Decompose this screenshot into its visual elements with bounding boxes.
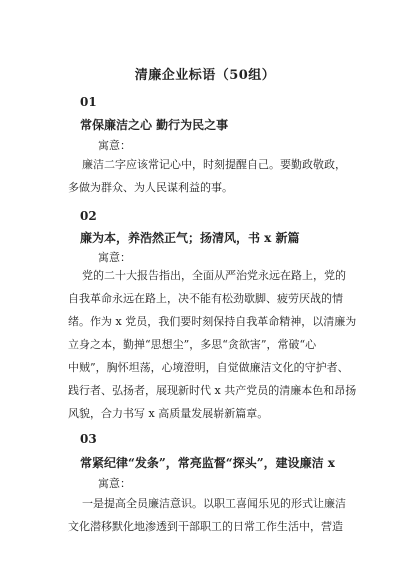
section-paragraph-02 — [68, 264, 358, 425]
paragraph-line: 一是提高全员廉洁意识。以职工喜闻乐见的形式让廉洁 — [82, 497, 346, 510]
section-heading-02: 廉为本，养浩然正气；扬清风，书 x 新篇 — [80, 231, 300, 245]
paragraph-line: 绪。作为 x 党员，我们要时刻保持自我革命精神，以清廉为 — [68, 315, 357, 328]
section-label-02: 寓意： — [98, 251, 131, 264]
section-heading-01: 常保廉洁之心 勤行为民之事 — [80, 118, 229, 132]
paragraph-line: 风貌，合力书写 x 高质量发展崭新篇章。 — [68, 407, 269, 420]
paragraph-line: 多做为群众、为人民谋利益的事。 — [68, 181, 233, 194]
section-paragraph-01 — [68, 153, 358, 199]
section-number-03: 03 — [80, 432, 97, 446]
paragraph-line: 自我革命永远在路上，决不能有松劲歇脚、疲劳厌战的情 — [68, 292, 343, 305]
paragraph-line: 践行者、弘扬者，展现新时代 x 共产党员的清廉本色和昂扬 — [68, 384, 357, 397]
paragraph-line: 文化潜移默化地渗透到干部职工的日常工作生活中，营造 — [68, 520, 343, 533]
paragraph-line: 立身之本，勤掸“思想尘”，多思“贪欲害”，常破“心 — [68, 338, 317, 351]
paragraph-line: 中贼”，胸怀坦荡，心境澄明，自觉做廉洁文化的守护者、 — [68, 361, 349, 374]
section-label-01: 寓意： — [98, 139, 131, 152]
paragraph-line: 党的二十大报告指出，全面从严治党永远在路上，党的 — [82, 269, 346, 282]
paragraph-line: 廉洁二字应该常记心中，时刻提醒自己。要勤政敬政， — [82, 158, 346, 171]
section-label-03: 寓意： — [98, 477, 131, 490]
section-number-01: 01 — [80, 95, 97, 109]
document-title: 清廉企业标语（50组） — [134, 68, 276, 83]
section-number-02: 02 — [80, 209, 97, 223]
section-heading-03: 常紧纪律“发条”，常亮监督“探头”，建设廉洁 x — [80, 456, 335, 470]
section-paragraph-03 — [68, 492, 358, 538]
